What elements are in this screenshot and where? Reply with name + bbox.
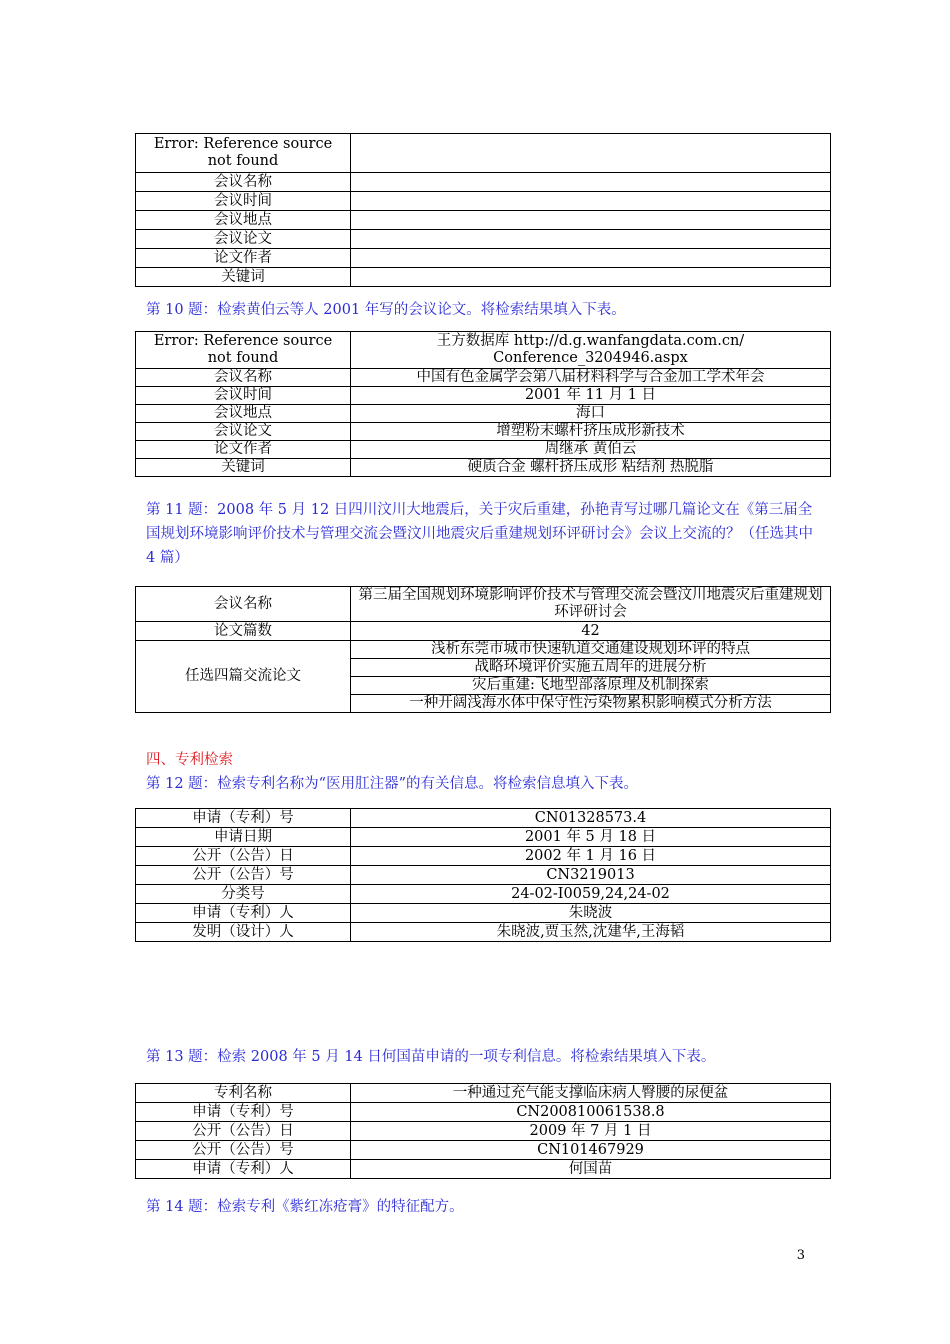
row-value: 硬质合金 螺杆挤压成形 粘结剂 热脱脂 — [351, 459, 831, 477]
row-value: 2001 年 5 月 18 日 — [351, 828, 831, 847]
row-label: 申请（专利）人 — [136, 904, 351, 923]
row-label: 专利名称 — [136, 1084, 351, 1103]
row-label: 公开（公告）号 — [136, 1141, 351, 1160]
question-11: 第 11 题：2008 年 5 月 12 日四川汶川大地震后，关于灾后重建，孙艳青写过哪几篇论文在《第三届全国规划环境影响评价技术与管理交流会暨汶川地震灾后重建规划环评研讨会》会议上交流的？（任选其中 4 篇） — [146, 502, 813, 566]
count-value: 42 — [351, 622, 831, 641]
row-label: Error: Reference source not found — [136, 332, 351, 369]
table-row — [136, 405, 831, 423]
row-label: 论文作者 — [136, 441, 351, 459]
table-row — [136, 641, 831, 659]
table-row — [136, 441, 831, 459]
paper-title: 灾后重建:飞地型部落原理及机制探索 — [351, 677, 831, 695]
page-number: 3 — [796, 1248, 805, 1263]
row-label: 申请（专利）人 — [136, 1160, 351, 1179]
row-value — [351, 192, 831, 211]
row-label: 关键词 — [136, 459, 351, 477]
row-label: 会议地点 — [136, 211, 351, 230]
table-row — [136, 622, 831, 641]
question-13: 第 13 题：检索 2008 年 5 月 14 日何国苗申请的一项专利信息。将检索结果填入下表。 — [146, 1049, 716, 1065]
table-row — [136, 587, 831, 622]
row-value — [351, 211, 831, 230]
row-value — [351, 230, 831, 249]
table-q13 — [135, 1083, 831, 1179]
table-row — [136, 387, 831, 405]
row-value: 朱晓波,贾玉然,沈建华,王海韬 — [351, 923, 831, 942]
count-label: 论文篇数 — [136, 622, 351, 641]
table-row — [136, 809, 831, 828]
table-row — [136, 211, 831, 230]
paper-title: 浅析东莞市城市快速轨道交通建设规划环评的特点 — [351, 641, 831, 659]
row-value: 中国有色金属学会第八届材料科学与合金加工学术年会 — [351, 369, 831, 387]
row-value: 朱晓波 — [351, 904, 831, 923]
row-value — [351, 134, 831, 173]
row-value: 一种通过充气能支撑临床病人臀腰的尿便盆 — [351, 1084, 831, 1103]
table-row — [136, 134, 831, 173]
row-value: CN200810061538.8 — [351, 1103, 831, 1122]
row-value: 何国苗 — [351, 1160, 831, 1179]
table-q9 — [135, 133, 831, 287]
row-label: 会议时间 — [136, 387, 351, 405]
table-row — [136, 332, 831, 369]
row-value: 2001 年 11 月 1 日 — [351, 387, 831, 405]
paper-title: 战略环境评价实施五周年的进展分析 — [351, 659, 831, 677]
table-row — [136, 423, 831, 441]
row-value: CN101467929 — [351, 1141, 831, 1160]
row-value: CN01328573.4 — [351, 809, 831, 828]
row-value: 海口 — [351, 405, 831, 423]
table-row — [136, 1103, 831, 1122]
row-label: 会议论文 — [136, 423, 351, 441]
row-label: 论文作者 — [136, 249, 351, 268]
row-value — [351, 268, 831, 287]
question-14: 第 14 题：检索专利《紫红冻疮膏》的特征配方。 — [146, 1199, 464, 1215]
table-row — [136, 828, 831, 847]
row-label: 公开（公告）号 — [136, 866, 351, 885]
row-value: CN3219013 — [351, 866, 831, 885]
row-label: 会议时间 — [136, 192, 351, 211]
table-row — [136, 192, 831, 211]
table-row — [136, 1141, 831, 1160]
row-value: 2009 年 7 月 1 日 — [351, 1122, 831, 1141]
row-label: 申请（专利）号 — [136, 809, 351, 828]
table-row — [136, 230, 831, 249]
table-q11 — [135, 586, 831, 713]
meeting-value: 第三届全国规划环境影响评价技术与管理交流会暨汶川地震灾后重建规划环评研讨会 — [351, 587, 831, 622]
table-row — [136, 173, 831, 192]
row-value — [351, 249, 831, 268]
table-row — [136, 1084, 831, 1103]
table-q10 — [135, 331, 831, 477]
table-q12 — [135, 808, 831, 942]
row-label: 公开（公告）日 — [136, 1122, 351, 1141]
table-row — [136, 249, 831, 268]
row-label: 会议名称 — [136, 369, 351, 387]
row-label: 会议名称 — [136, 173, 351, 192]
paper-title: 一种开阔浅海水体中保守性污染物累积影响模式分析方法 — [351, 695, 831, 713]
row-label: 发明（设计）人 — [136, 923, 351, 942]
table-row — [136, 268, 831, 287]
table-row — [136, 369, 831, 387]
question-10: 第 10 题：检索黄伯云等人 2001 年写的会议论文。将检索结果填入下表。 — [146, 302, 626, 318]
table-row — [136, 923, 831, 942]
meeting-label: 会议名称 — [136, 587, 351, 622]
row-value: 增塑粉末螺杆挤压成形新技术 — [351, 423, 831, 441]
table-row — [136, 885, 831, 904]
table-row — [136, 866, 831, 885]
row-value: 2002 年 1 月 16 日 — [351, 847, 831, 866]
table-row — [136, 1122, 831, 1141]
table-row — [136, 904, 831, 923]
table-row — [136, 1160, 831, 1179]
question-12: 第 12 题：检索专利名称为“医用肛注器”的有关信息。将检索信息填入下表。 — [146, 776, 638, 792]
row-label: 关键词 — [136, 268, 351, 287]
row-value: 周继承 黄伯云 — [351, 441, 831, 459]
row-value — [351, 173, 831, 192]
papers-label: 任选四篇交流论文 — [136, 641, 351, 713]
table-row — [136, 459, 831, 477]
row-value: 王方数据库 http://d.g.wanfangdata.com.cn/ Conference_3204946.aspx — [351, 332, 831, 369]
row-label: 申请日期 — [136, 828, 351, 847]
table-row — [136, 847, 831, 866]
row-label: 会议论文 — [136, 230, 351, 249]
row-label: 会议地点 — [136, 405, 351, 423]
row-value: 24-02-I0059,24,24-02 — [351, 885, 831, 904]
row-label: 公开（公告）日 — [136, 847, 351, 866]
row-label: 申请（专利）号 — [136, 1103, 351, 1122]
row-label: 分类号 — [136, 885, 351, 904]
section-heading: 四、专利检索 — [146, 752, 233, 768]
row-label: Error: Reference source not found — [136, 134, 351, 173]
